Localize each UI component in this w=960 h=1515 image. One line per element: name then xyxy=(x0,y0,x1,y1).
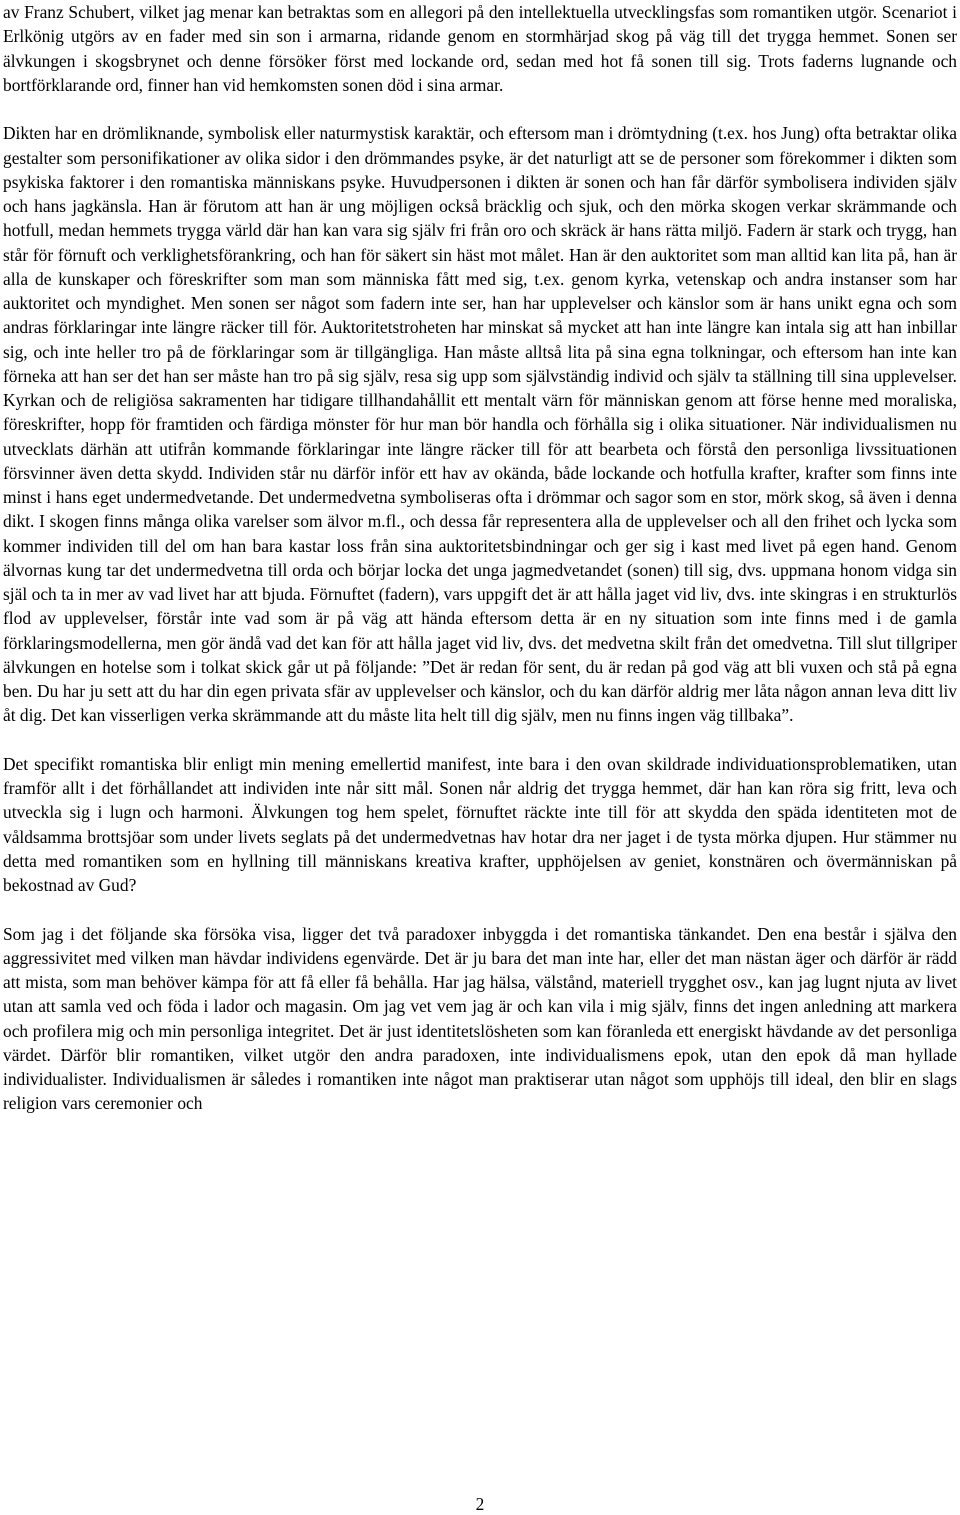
document-page xyxy=(3,0,957,1116)
paragraph-dream-interpretation: Dikten har en drömliknande, symbolisk eller naturmystisk karaktär, och eftersom man i drömtydning (t.ex. hos Jung) ofta betraktar olika gestalter som personifikationer av olika sidor i den drömmandes psyke, är det naturligt att se de personer som förekommer i dikten som psykiska faktorer i den romantiska människans psyke. Huvudpersonen i dikten är sonen och han får därför symbolisera individen själv och hans jagkänsla. Han är förutom att han är ung möjligen också bräcklig och sjuk, och den mörka skogen verkar skrämmande och hotfull, medan hemmets trygga värld där han kan vara sig själv fri från oro och skräck är hans rätta miljö. Fadern är stark och trygg, han står för förnuft och verklighetsförankring, och han för säkert sin häst mot målet. Han är den auktoritet som man alltid kan lita på, han är alla de kunskaper och föreskrifter som man som människa fått med sig, t.ex. genom kyrka, vetenskap och andra instanser som har auktoritet och myndighet. Men sonen ser något som fadern inte ser, han har upplevelser och känslor som är hans unikt egna och som andras förklaringar inte längre räcker till för. Auktoritetstroheten har minskat så mycket att han inte längre kan intala sig att han inbillar sig, och inte heller tro på de förklaringar som är tillgängliga. Han måste alltså lita på sina egna tolkningar, och eftersom han inte kan förneka att han ser det han ser måste han tro på sig själv, resa sig upp som självständig individ och själv ta ställning till sina upplevelser. Kyrkan och de religiösa sakramenten har tidigare tillhandahållit ett mentalt värn för människan genom att förse henne med moraliska, föreskrifter, hopp för framtiden och färdiga mönster för hur man bör handla och förhålla sig i olika situationer. När individualismen nu utvecklats därhän att utifrån kommande förklaringar inte längre räcker till för att bearbeta och förstå den personliga livssituationen försvinner även detta skydd. Individen står nu därför inför ett hav av okända, både lockande och hotfulla krafter, krafter som finns inte minst i hans eget undermedvetande. Det undermedvetna symboliseras ofta i drömmar och sagor som en stor, mörk skog, så även i denna dikt. I skogen finns många olika varelser som älvor m.fl., och dessa får representera alla de upplevelser och all den frihet och lycka som kommer individen till del om han bara kastar loss från sina auktoritetsbindningar och ger sig i kast med livet på egen hand. Genom älvornas kung tar det undermedvetna till orda och börjar locka det unga jagmedvetandet (sonen) till sig, dvs. uppmana honom vidga sin själ och ta in mer av vad livet har att bjuda. Förnuftet (fadern), vars uppgift det är att hålla jaget vid liv, dvs. inte skingras i en strukturlös flod av upplevelser, förstår inte vad som är på väg att hända eftersom detta är en ny situation som inte finns med i de gamla förklaringsmodellerna, men gör ändå vad det kan för att hålla jaget vid liv, dvs. det medvetna skilt från det omedvetna. Till slut tillgriper älvkungen en hotelse som i tolkat skick går ut på följande: ”Det är redan för sent, du är redan på god väg att bli vuxen och stå på egna ben. Du har ju sett att du har din egen privata sfär av upplevelser och känslor, och du kan därför aldrig mer låta någon annan leva ditt liv åt dig. Det kan visserligen verka skrämmande att du måste lita helt till dig själv, men nu finns ingen väg tillbaka”. xyxy=(3,123,957,726)
page-number: 2 xyxy=(475,1494,485,1514)
paragraph-erlkonig-intro: av Franz Schubert, vilket jag menar kan betraktas som en allegori på den intellektuella utvecklingsfas som romantiken utgör. Scenariot i Erlkönig utgörs av en fader med sin son i armarna, ridande genom en stormhärjad skog på väg till det trygga hemmet. Sonen ser älvkungen i skogsbrynet och denne försöker först med lockande ord, sedan med hot få sonen till sig. Trots faderns lugnande och bortförklarande ord, finner han vid hemkomsten sonen död i sina armar. xyxy=(3,2,957,95)
paragraph-paradoxes: Som jag i det följande ska försöka visa, ligger det två paradoxer inbyggda i det romantiska tänkandet. Den ena består i själva den aggressivitet med vilken man hävdar individens egenvärde. Det är ju bara det man inte har, eller det man nästan äger och därför är rädd att mista, som man behöver kämpa för att få eller få behålla. Har jag hälsa, välstånd, materiell trygghet osv., kan jag lugnt njuta av livet utan att samla ved och föda i lador och magasin. Om jag vet vem jag är och kan vila i mig själv, finns det ingen anledning att markera och profilera mig och min personliga integritet. Det är just identitetslösheten som kan föranleda ett energiskt hävdande av det personliga värdet. Därför blir romantiken, vilket utgör den andra paradoxen, inte individualismens epok, utan den epok då man hyllade individualister. Individualismen är således i romantiken inte något man praktiserar utan något som upphöjs till ideal, den blir en slags religion vars ceremonier och xyxy=(3,923,957,1114)
paragraph-romantic-specific: Det specifikt romantiska blir enligt min mening emellertid manifest, inte bara i den ovan skildrade individuationsproblematiken, utan framför allt i det förhållandet att individen inte når sitt mål. Sonen når aldrig det trygga hemmet, där han kan röra sig fritt, leva och utveckla sig i lugn och harmoni. Älvkungen tog hem spelet, förnuftet räckte inte till för att skydda den späda identiteten mot de våldsamma brottsjöar som under livets seglats på det undermedvetnas hav hotar dra ner jaget i de tysta mörka djupen. Hur stämmer nu detta med romantiken som en hyllning till människans kreativa krafter, upphöjelsen av geniet, konstnären och övermänniskan på bekostnad av Gud? xyxy=(3,753,957,895)
